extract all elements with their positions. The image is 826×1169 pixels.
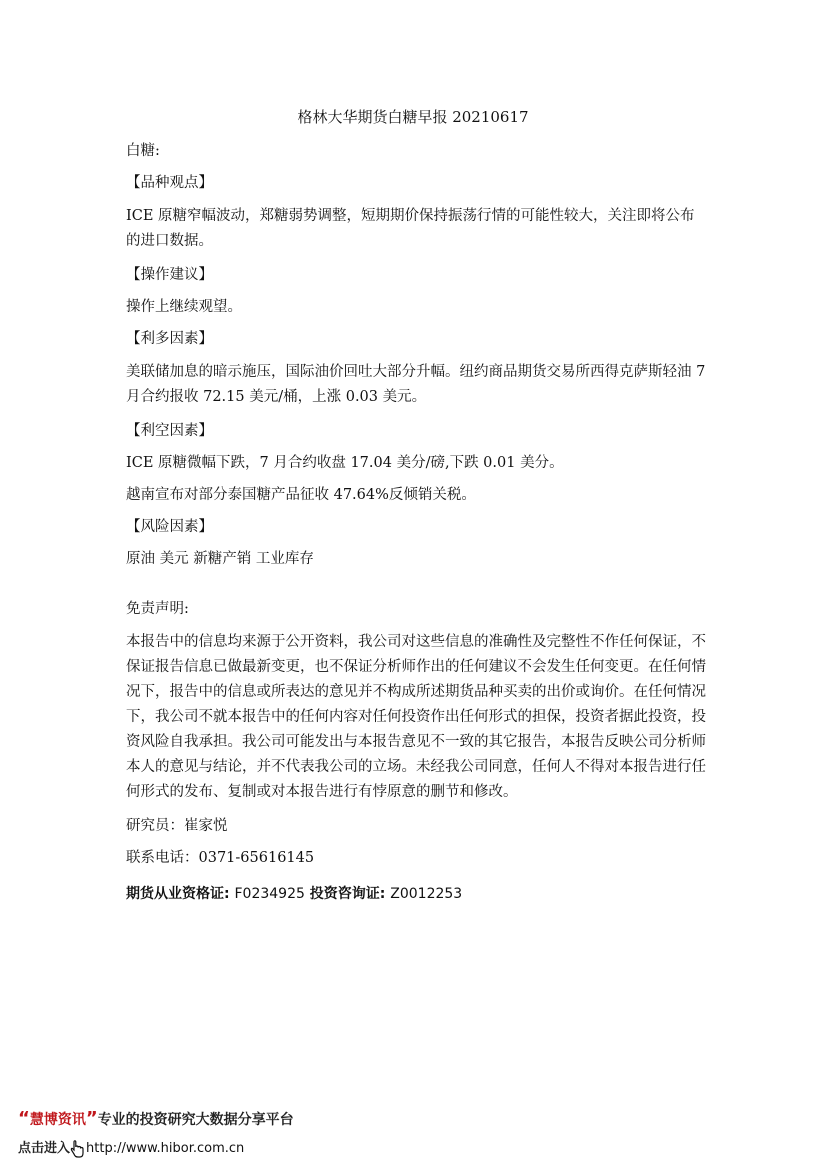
view-text: ICE 原糖窄幅波动，郑糖弱势调整，短期期价保持振荡行情的可能性较大，关注即将公布的进口数据。 — [126, 208, 695, 249]
hand-pointer-icon — [70, 1140, 84, 1158]
footer-link-row[interactable] — [18, 1139, 294, 1159]
disclaimer-text: 本报告中的信息均来源于公开资料，我公司对这些信息的准确性及完整性不作任何保证，不保证报告信息已做最新变更，也不保证分析师作出的任何建议不会发生任何变更。在任何情况下，报告中的信息或所表达的意见并不构成所述期货品种买卖的出价或询价。在任何情况下，我公司不就本报告中的任何内容对任何投资作出任何形式的担保，投资者据此投资，投资风险自我承担。我公司可能发出与本报告意见不一致的其它报告，本报告反映公司分析师本人的意见与结论，并不代表我公司的立场。未经我公司同意，任何人不得对本报告进行任何形式的发布、复制或对本报告进行有悖原意的删节和修改。 — [126, 634, 706, 800]
report-body — [126, 140, 706, 905]
bearish-heading: 【利空因素】 — [126, 423, 213, 439]
bearish-item: 越南宣布对部分泰国糖产品征收 47.64%反倾销关税。 — [126, 487, 476, 503]
advisory-license-value: Z0012253 — [390, 886, 463, 902]
quote-close: ” — [85, 1108, 98, 1129]
click-enter-label: 点击进入 — [18, 1141, 71, 1156]
hibor-url-link[interactable]: http://www.hibor.com.cn — [86, 1141, 245, 1156]
bullish-text: 美联储加息的暗示施压，国际油价回吐大部分升幅。纽约商品期货交易所西得克萨斯轻油 7 月合约报收 72.15 美元/桶，上涨 0.03 美元。 — [126, 364, 706, 405]
license-line — [126, 883, 706, 905]
commodity-label: 白糖: — [126, 143, 160, 159]
futures-license-label: 期货从业资格证: — [126, 886, 230, 902]
hibor-footer — [18, 1108, 294, 1159]
bearish-item: ICE 原糖微幅下跌，7 月合约收盘 17.04 美分/磅,下跌 0.01 美分。 — [126, 455, 564, 471]
report-title: 格林大华期货白糖早报 20210617 — [297, 108, 529, 126]
researcher: 研究员：崔家悦 — [126, 818, 228, 834]
risk-heading: 【风险因素】 — [126, 519, 213, 535]
bullish-heading: 【利多因素】 — [126, 331, 213, 347]
advisory-license-label: 投资咨询证: — [309, 886, 386, 902]
contact-phone: 联系电话：0371-65616145 — [126, 850, 315, 866]
view-heading: 【品种观点】 — [126, 175, 213, 191]
risk-text: 原油 美元 新糖产销 工业库存 — [126, 551, 314, 567]
footer-brand: 慧博资讯 — [29, 1112, 86, 1128]
footer-slogan — [18, 1108, 294, 1131]
advice-heading: 【操作建议】 — [126, 267, 213, 283]
footer-tagline: 专业的投资研究大数据分享平台 — [97, 1112, 294, 1128]
futures-license-value: F0234925 — [234, 886, 305, 902]
advice-text: 操作上继续观望。 — [126, 299, 242, 315]
disclaimer-heading: 免责声明: — [126, 601, 189, 617]
quote-open: “ — [18, 1108, 30, 1129]
